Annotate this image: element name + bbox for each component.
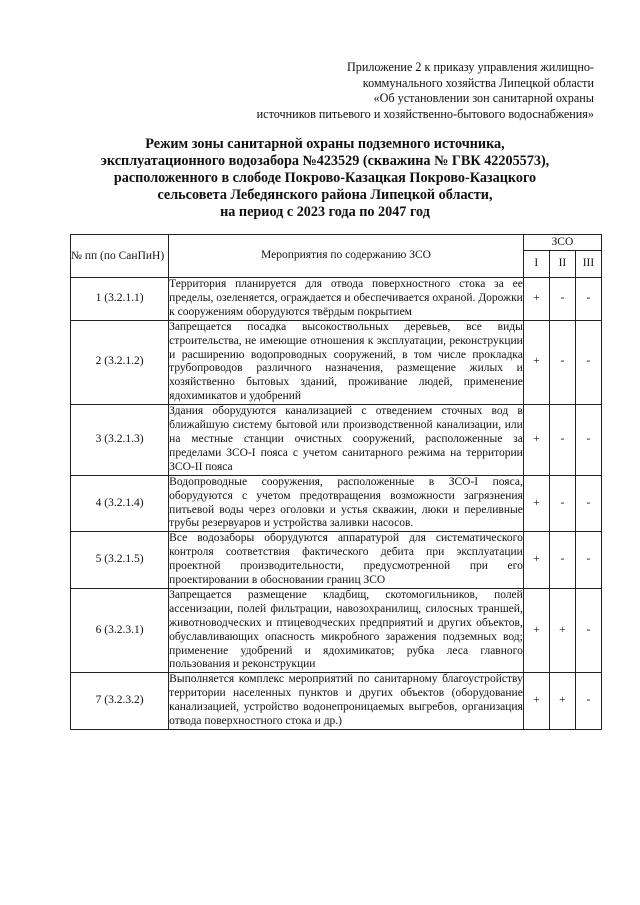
table-row: [71, 532, 602, 589]
title-line: на период с 2023 года по 2047 год: [220, 203, 430, 220]
zone-i-mark: +: [523, 278, 549, 321]
row-measure-text: Водопроводные сооружения, расположенные в ЗСО-I пояса, оборудуются с учетом предотвращения возможности загрязнения питьевой воды через оголовки и устья скважин, люки и переливные трубы резервуаров и устройства заливки насосов.: [169, 475, 524, 532]
title-line: сельсовета Лебедянского района Липецкой области,: [157, 186, 493, 203]
title-line: эксплуатационного водозабора №423529 (скважина № ГВК 42205573),: [100, 152, 550, 169]
header-zone-ii: II: [549, 251, 575, 278]
row-measure-text: Все водозаборы оборудуются аппаратурой для систематического контроля соответствия фактического дебита при эксплуатации проектной производительности, предусмотренной при его проектировании в обосновании границ ЗСО: [169, 532, 524, 589]
header-zso: ЗСО: [523, 235, 601, 251]
row-number: 2 (3.2.1.2): [71, 320, 169, 404]
title-line: Режим зоны санитарной охраны подземного источника,: [145, 136, 505, 152]
appendix-header-line: «Об установлении зон санитарной охраны: [373, 91, 594, 105]
table-row: [71, 320, 602, 404]
row-number: 4 (3.2.1.4): [71, 475, 169, 532]
row-measure-text: Здания оборудуются канализацией с отведением сточных вод в ближайшую систему бытовой или производственной канализации, или на местные станции очистных сооружений, расположенные за пределами ЗСО-I пояса с учетом санитарного режима на территории ЗСО-II пояса: [169, 405, 524, 476]
zso-measures-table: [70, 234, 602, 730]
table-row: [71, 588, 602, 672]
row-measure-text: Территория планируется для отвода поверхностного стока за ее пределы, озеленяется, ограждается и обеспечивается охраной. Дорожки к сооружениям оборудуются твёрдым покрытием: [169, 278, 524, 321]
zone-ii-mark: +: [549, 588, 575, 672]
zone-i-mark: +: [523, 475, 549, 532]
row-number: 5 (3.2.1.5): [71, 532, 169, 589]
zone-i-mark: +: [523, 588, 549, 672]
zone-iii-mark: -: [575, 475, 601, 532]
table-row: [71, 673, 602, 730]
title-line: расположенного в слободе Покрово-Казацкая Покрово-Казацкого: [113, 169, 537, 186]
zone-i-mark: +: [523, 532, 549, 589]
appendix-header-line: источников питьевого и хозяйственно-бытового водоснабжения»: [256, 106, 594, 121]
header-measures: Мероприятия по содержанию ЗСО: [169, 235, 524, 278]
zone-ii-mark: -: [549, 278, 575, 321]
table-row: [71, 475, 602, 532]
zone-i-mark: +: [523, 405, 549, 476]
header-number: № пп (по СанПиН): [71, 235, 169, 278]
table-row: [71, 278, 602, 321]
row-measure-text: Выполняется комплекс мероприятий по санитарному благоустройству территории населенных пунктов и других объектов (оборудование канализацией, устройство водонепроницаемых выгребов, организация отвода поверхностного стока и др.): [169, 673, 524, 730]
zone-iii-mark: -: [575, 405, 601, 476]
zone-iii-mark: -: [575, 320, 601, 404]
document-title: [60, 136, 590, 221]
header-zone-i: I: [523, 251, 549, 278]
row-number: 7 (3.2.3.2): [71, 673, 169, 730]
zone-i-mark: +: [523, 673, 549, 730]
row-measure-text: Запрещается размещение кладбищ, скотомогильников, полей ассенизации, полей фильтрации, навозохранилищ, силосных траншей, животноводческих и птицеводческих предприятий и других объектов, обуславливающих опасность микробного заражения подземных вод; применение удобрений и ядохимикатов; рубка леса главного пользования и реконструкции: [169, 588, 524, 672]
zone-ii-mark: -: [549, 320, 575, 404]
zone-ii-mark: -: [549, 532, 575, 589]
row-number: 3 (3.2.1.3): [71, 405, 169, 476]
zone-iii-mark: -: [575, 588, 601, 672]
table-row: [71, 405, 602, 476]
row-number: 1 (3.2.1.1): [71, 278, 169, 321]
header-zone-iii: III: [575, 251, 601, 278]
zone-i-mark: +: [523, 320, 549, 404]
appendix-header: [174, 60, 594, 122]
zone-iii-mark: -: [575, 278, 601, 321]
zone-ii-mark: -: [549, 405, 575, 476]
zone-ii-mark: -: [549, 475, 575, 532]
appendix-header-line: коммунального хозяйства Липецкой области: [362, 75, 594, 90]
zone-iii-mark: -: [575, 673, 601, 730]
zone-ii-mark: +: [549, 673, 575, 730]
row-measure-text: Запрещается посадка высокоствольных деревьев, все виды строительства, не имеющие отношения к эксплуатации, реконструкции и расширению водопроводных сооружений, в том числе прокладка трубопроводов различного назначения, размещение жилых и хозяйственно бытовых зданий, проживание людей, применение ядохимикатов и удобрений: [169, 320, 524, 404]
row-number: 6 (3.2.3.1): [71, 588, 169, 672]
appendix-header-line: Приложение 2 к приказу управления жилищно-: [346, 60, 594, 74]
zone-iii-mark: -: [575, 532, 601, 589]
